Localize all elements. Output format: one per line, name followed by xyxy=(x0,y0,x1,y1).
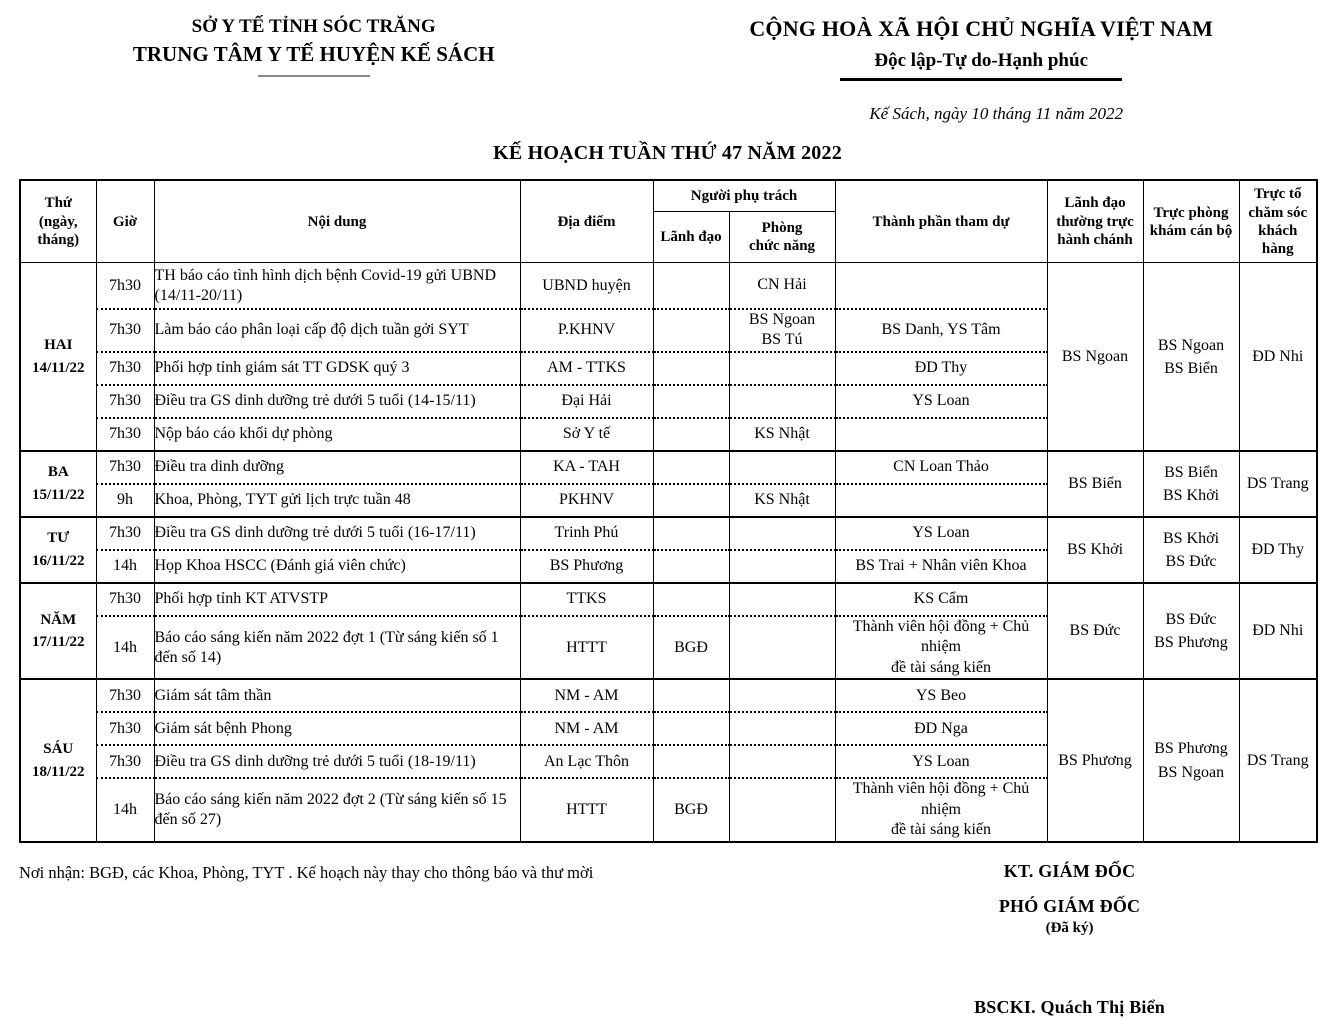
day-date: 17/11/22 xyxy=(31,634,85,651)
leader-cell xyxy=(653,263,729,309)
time-cell: 9h xyxy=(96,484,154,517)
participants-cell xyxy=(835,517,1047,550)
place-cell: PKHNV xyxy=(520,484,653,517)
time-cell: 7h30 xyxy=(96,385,154,418)
functional-dept-cell xyxy=(729,385,835,418)
letterhead xyxy=(0,0,1335,124)
clinic-duty-line: BS Khởi xyxy=(1162,486,1220,504)
time-cell: 14h xyxy=(96,616,154,679)
cell-line: BS Tú xyxy=(761,331,803,349)
col-header-day-l1: Thứ xyxy=(44,195,72,212)
content-cell: Họp Khoa HSCC (Đánh giá viên chức) xyxy=(154,550,520,583)
customer-care-duty-cell: ĐD Nhi xyxy=(1239,263,1317,451)
participants-cell xyxy=(835,263,1047,309)
leader-cell xyxy=(653,679,729,712)
col-header-admin-l2: thường trực xyxy=(1056,213,1134,230)
day-cell xyxy=(20,517,96,583)
functional-dept-cell xyxy=(729,517,835,550)
time-cell: 7h30 xyxy=(96,352,154,385)
national-heading xyxy=(627,14,1335,124)
leader-cell xyxy=(653,616,729,679)
clinic-duty-line: BS Khởi xyxy=(1162,529,1220,547)
content-cell: Giám sát bệnh Phong xyxy=(154,712,520,745)
participants-cell xyxy=(835,352,1047,385)
time-cell: 14h xyxy=(96,778,154,841)
day-cell xyxy=(20,679,96,841)
content-cell: Phối hợp tỉnh giám sát TT GDSK quý 3 xyxy=(154,352,520,385)
col-header-participants: Thành phần tham dự xyxy=(835,180,1047,263)
place-cell: Sở Y tế xyxy=(520,418,653,451)
participants-cell xyxy=(835,778,1047,841)
customer-care-duty-cell: ĐD Nhi xyxy=(1239,583,1317,679)
participants-cell xyxy=(835,712,1047,745)
signature-block xyxy=(823,861,1316,1018)
header-row-primary xyxy=(20,180,1317,211)
time-cell: 7h30 xyxy=(96,263,154,309)
content-cell: Điều tra GS dinh dưỡng trẻ dưới 5 tuổi (16-17/11) xyxy=(154,517,520,550)
col-header-time: Giờ xyxy=(96,180,154,263)
col-header-clinic-l2: khám cán bộ xyxy=(1149,222,1233,239)
cell-line: BGĐ xyxy=(674,801,708,819)
leader-cell xyxy=(653,745,729,778)
functional-dept-cell xyxy=(729,712,835,745)
place-cell: NM - AM xyxy=(520,712,653,745)
participants-cell xyxy=(835,385,1047,418)
table-row xyxy=(20,679,1317,712)
col-header-content: Nội dung xyxy=(154,180,520,263)
clinic-duty-line: BS Biển xyxy=(1164,359,1218,377)
cell-line: BS Ngoan xyxy=(748,310,816,328)
clinic-duty-cell xyxy=(1143,679,1239,841)
leader-cell xyxy=(653,418,729,451)
content-cell: Nộp báo cáo khối dự phòng xyxy=(154,418,520,451)
schedule-table-container xyxy=(19,179,1316,842)
day-date: 14/11/22 xyxy=(31,359,85,376)
time-cell: 7h30 xyxy=(96,583,154,616)
functional-dept-cell xyxy=(729,451,835,484)
day-date: 15/11/22 xyxy=(31,486,85,503)
col-header-functional-dept xyxy=(729,212,835,263)
day-name: TƯ xyxy=(47,530,70,547)
place-cell: BS Phương xyxy=(520,550,653,583)
participants-cell xyxy=(835,616,1047,679)
leader-cell xyxy=(653,309,729,352)
participants-cell xyxy=(835,583,1047,616)
admin-duty-cell: BS Biển xyxy=(1047,451,1143,517)
place-cell: HTTT xyxy=(520,778,653,841)
col-header-admin-duty xyxy=(1047,180,1143,263)
participants-cell xyxy=(835,451,1047,484)
content-cell: Điều tra GS dinh dưỡng trẻ dưới 5 tuổi (18-19/11) xyxy=(154,745,520,778)
content-cell: Làm báo cáo phân loại cấp độ dịch tuần gởi SYT xyxy=(154,309,520,352)
content-cell: Điều tra dinh dưỡng xyxy=(154,451,520,484)
day-date: 18/11/22 xyxy=(31,763,85,780)
letterhead-divider-right xyxy=(840,78,1122,81)
content-cell: TH báo cáo tình hình dịch bệnh Covid-19 gửi UBND (14/11-20/11) xyxy=(154,263,520,309)
cell-line: đề tài sáng kiến xyxy=(891,658,991,676)
cell-line: CN Hải xyxy=(757,276,807,294)
content-cell: Điều tra GS dinh dưỡng trẻ dưới 5 tuổi (14-15/11) xyxy=(154,385,520,418)
table-row xyxy=(20,451,1317,484)
clinic-duty-line: BS Ngoan xyxy=(1157,336,1225,354)
functional-dept-cell xyxy=(729,263,835,309)
table-body xyxy=(20,263,1317,842)
leader-cell xyxy=(653,712,729,745)
table-row xyxy=(20,263,1317,309)
place-cell: NM - AM xyxy=(520,679,653,712)
col-header-leader: Lãnh đạo xyxy=(653,212,729,263)
cell-line: YS Beo xyxy=(915,686,967,704)
functional-dept-cell xyxy=(729,352,835,385)
day-name: SÁU xyxy=(43,741,74,758)
district-health-center: TRUNG TÂM Y TẾ HUYỆN KẾ SÁCH xyxy=(132,41,495,66)
leader-cell xyxy=(653,385,729,418)
functional-dept-cell xyxy=(729,484,835,517)
col-header-person-in-charge: Người phụ trách xyxy=(653,180,835,211)
place-cell: KA - TAH xyxy=(520,451,653,484)
leader-cell xyxy=(653,517,729,550)
col-header-dept-l1: Phòng xyxy=(761,219,803,236)
time-cell: 7h30 xyxy=(96,517,154,550)
place-cell: AM - TTKS xyxy=(520,352,653,385)
participants-cell xyxy=(835,550,1047,583)
place-cell: An Lạc Thôn xyxy=(520,745,653,778)
clinic-duty-line: BS Đức xyxy=(1165,610,1217,628)
col-header-customer-l2: chăm sóc xyxy=(1248,204,1308,221)
admin-duty-cell: BS Ngoan xyxy=(1047,263,1143,451)
leader-cell xyxy=(653,484,729,517)
participants-cell xyxy=(835,679,1047,712)
page-title: KẾ HOẠCH TUẦN THỨ 47 NĂM 2022 xyxy=(493,142,842,165)
table-row xyxy=(20,583,1317,616)
functional-dept-cell xyxy=(729,778,835,841)
col-header-dept-l2: chức năng xyxy=(748,238,816,255)
place-cell: Trinh Phú xyxy=(520,517,653,550)
content-cell: Báo cáo sáng kiến năm 2022 đợt 1 (Từ sáng kiến số 1 đến số 14) xyxy=(154,616,520,679)
col-header-place: Địa điểm xyxy=(520,180,653,263)
day-name: NĂM xyxy=(40,611,77,628)
functional-dept-cell xyxy=(729,583,835,616)
place-cell: HTTT xyxy=(520,616,653,679)
cell-line: KS Cẩm xyxy=(913,590,969,608)
document-footer xyxy=(19,861,1316,1018)
participants-cell xyxy=(835,418,1047,451)
letterhead-divider-left xyxy=(258,75,370,77)
admin-duty-cell: BS Phương xyxy=(1047,679,1143,841)
participants-cell xyxy=(835,309,1047,352)
content-cell: Phối hợp tỉnh KT ATVSTP xyxy=(154,583,520,616)
day-cell xyxy=(20,263,96,451)
signer-role-line1: KT. GIÁM ĐỐC xyxy=(1003,860,1136,881)
content-cell: Khoa, Phòng, TYT gửi lịch trực tuần 48 xyxy=(154,484,520,517)
clinic-duty-cell xyxy=(1143,263,1239,451)
cell-line: YS Loan xyxy=(912,392,970,410)
col-header-day-l3: tháng) xyxy=(37,232,80,249)
functional-dept-cell xyxy=(729,616,835,679)
cell-line: KS Nhật xyxy=(754,491,810,509)
leader-cell xyxy=(653,583,729,616)
table-header xyxy=(20,180,1317,263)
col-header-admin-l1: Lãnh đạo xyxy=(1064,195,1126,212)
cell-line: YS Loan xyxy=(912,752,970,770)
recipients-note: Nơi nhận: BGĐ, các Khoa, Phòng, TYT . Kế hoạch này thay cho thông báo và thư mời xyxy=(19,862,594,882)
clinic-duty-line: BS Biển xyxy=(1164,463,1218,481)
cell-line: Thành viên hội đồng + Chủ nhiệm xyxy=(852,780,1030,818)
admin-duty-cell: BS Đức xyxy=(1047,583,1143,679)
col-header-customer-l1: Trực tổ xyxy=(1254,186,1302,203)
issuing-organization xyxy=(0,14,627,124)
day-name: BA xyxy=(47,464,69,481)
time-cell: 7h30 xyxy=(96,309,154,352)
clinic-duty-cell xyxy=(1143,517,1239,583)
day-cell xyxy=(20,583,96,679)
cell-line: KS Nhật xyxy=(754,425,810,443)
day-cell xyxy=(20,451,96,517)
col-header-customer-care-duty xyxy=(1239,180,1317,263)
signer-role-line2: PHÓ GIÁM ĐỐC xyxy=(998,895,1141,916)
functional-dept-cell xyxy=(729,309,835,352)
cell-line: ĐD Nga xyxy=(914,719,968,737)
province-health-dept: SỞ Y TẾ TỈNH SÓC TRĂNG xyxy=(191,16,436,37)
customer-care-duty-cell: ĐD Thy xyxy=(1239,517,1317,583)
clinic-duty-cell xyxy=(1143,451,1239,517)
cell-line: BS Trai + Nhân viên Khoa xyxy=(855,557,1027,575)
col-header-customer-l3: khách hàng xyxy=(1258,222,1298,258)
clinic-duty-line: BS Phương xyxy=(1154,740,1228,758)
col-header-day-l2: (ngày, xyxy=(38,213,78,230)
place-and-date: Kế Sách, ngày 10 tháng 11 năm 2022 xyxy=(869,104,1124,124)
time-cell: 7h30 xyxy=(96,712,154,745)
participants-cell xyxy=(835,484,1047,517)
admin-duty-cell: BS Khởi xyxy=(1047,517,1143,583)
cell-line: CN Loan Thảo xyxy=(893,458,989,476)
cell-line: đề tài sáng kiến xyxy=(891,821,991,839)
time-cell: 14h xyxy=(96,550,154,583)
col-header-day xyxy=(20,180,96,263)
leader-cell xyxy=(653,778,729,841)
national-motto: Độc lập-Tự do-Hạnh phúc xyxy=(874,49,1088,71)
day-date: 16/11/22 xyxy=(31,552,85,569)
content-cell: Giám sát tâm thần xyxy=(154,679,520,712)
functional-dept-cell xyxy=(729,418,835,451)
day-name: HAI xyxy=(44,337,73,354)
cell-line: Thành viên hội đồng + Chủ nhiệm xyxy=(852,617,1030,656)
time-cell: 7h30 xyxy=(96,745,154,778)
clinic-duty-line: BS Ngoan xyxy=(1157,763,1225,781)
time-cell: 7h30 xyxy=(96,679,154,712)
participants-cell xyxy=(835,745,1047,778)
col-header-admin-l3: hành chánh xyxy=(1057,232,1133,249)
col-header-clinic-duty xyxy=(1143,180,1239,263)
table-row xyxy=(20,517,1317,550)
place-cell: Đại Hải xyxy=(520,385,653,418)
place-cell: P.KHNV xyxy=(520,309,653,352)
time-cell: 7h30 xyxy=(96,418,154,451)
cell-line: ĐD Thy xyxy=(914,359,968,377)
leader-cell xyxy=(653,451,729,484)
clinic-duty-cell xyxy=(1143,583,1239,679)
time-cell: 7h30 xyxy=(96,451,154,484)
weekly-plan-table xyxy=(19,179,1318,842)
functional-dept-cell xyxy=(729,745,835,778)
country-name: CỘNG HOÀ XÃ HỘI CHỦ NGHĨA VIỆT NAM xyxy=(749,16,1214,41)
functional-dept-cell xyxy=(729,679,835,712)
clinic-duty-line: BS Phương xyxy=(1154,634,1228,652)
content-cell: Báo cáo sáng kiến năm 2022 đợt 2 (Từ sáng kiến số 15 đến số 27) xyxy=(154,778,520,841)
customer-care-duty-cell: DS Trang xyxy=(1239,451,1317,517)
clinic-duty-line: BS Đức xyxy=(1165,552,1217,570)
cell-line: BS Danh, YS Tâm xyxy=(881,321,1001,339)
col-header-clinic-l1: Trực phòng xyxy=(1153,204,1229,221)
customer-care-duty-cell: DS Trang xyxy=(1239,679,1317,841)
leader-cell xyxy=(653,352,729,385)
signer-name: BSCKI. Quách Thị Biển xyxy=(974,996,1166,1017)
place-cell: TTKS xyxy=(520,583,653,616)
leader-cell xyxy=(653,550,729,583)
place-cell: UBND huyện xyxy=(520,263,653,309)
functional-dept-cell xyxy=(729,550,835,583)
signed-marker: (Đã ký) xyxy=(1045,919,1094,936)
cell-line: BGĐ xyxy=(674,638,708,656)
cell-line: YS Loan xyxy=(912,524,970,542)
